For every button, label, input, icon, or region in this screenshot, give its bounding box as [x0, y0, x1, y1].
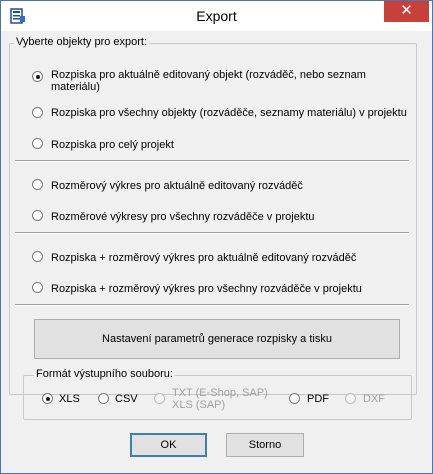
- close-icon: ✕: [400, 2, 413, 19]
- radio-option-combo-current-label[interactable]: Rozpiska + rozměrový výkres pro aktuálně editovaný rozváděč: [51, 252, 357, 264]
- title-bar[interactable]: [1, 1, 432, 31]
- radio-option-all-objects[interactable]: [32, 107, 43, 118]
- radio-option-combo-all[interactable]: [32, 282, 43, 293]
- radio-format-txt-label[interactable]: TXT (E-Shop, SAP) XLS (SAP): [172, 387, 268, 411]
- radio-option-dimension-all[interactable]: [32, 210, 43, 221]
- export-objects-group-label: Vyberte objekty pro export:: [16, 36, 148, 48]
- radio-format-dxf-label[interactable]: DXF: [363, 393, 385, 405]
- radio-option-whole-project-label[interactable]: Rozpiska pro celý projekt: [51, 139, 174, 151]
- cancel-button[interactable]: Storno: [226, 433, 304, 457]
- radio-format-txt[interactable]: [154, 393, 165, 404]
- radio-option-dimension-all-label[interactable]: Rozměrové výkresy pro všechny rozváděče v projektu: [51, 211, 315, 223]
- radio-format-pdf[interactable]: [289, 393, 300, 404]
- radio-option-combo-current[interactable]: [32, 251, 43, 262]
- radio-option-current-object-label[interactable]: Rozpiska pro aktuálně editovaný objekt (rozváděč, nebo seznam materiálu): [51, 69, 366, 93]
- radio-format-dxf[interactable]: [345, 393, 356, 404]
- close-button[interactable]: [384, 1, 429, 22]
- radio-format-pdf-label[interactable]: PDF: [307, 393, 329, 405]
- radio-option-current-object[interactable]: [32, 71, 43, 82]
- radio-format-csv-label[interactable]: CSV: [115, 393, 138, 405]
- radio-option-combo-all-label[interactable]: Rozpiska + rozměrový výkres pro všechny rozváděče v projektu: [51, 283, 362, 295]
- radio-option-all-objects-label[interactable]: Rozpiska pro všechny objekty (rozváděče, seznamy materiálu) v projektu: [51, 107, 407, 119]
- ok-button[interactable]: OK: [130, 433, 207, 457]
- radio-format-xls-label[interactable]: XLS: [59, 393, 80, 405]
- radio-format-csv[interactable]: [98, 393, 109, 404]
- output-format-group-label: Formát výstupního souboru:: [36, 368, 173, 380]
- radio-option-dimension-current[interactable]: [32, 179, 43, 190]
- separator: [15, 304, 409, 306]
- radio-option-dimension-current-label[interactable]: Rozměrový výkres pro aktuálně editovaný rozváděč: [51, 180, 303, 192]
- separator: [15, 232, 409, 234]
- radio-format-xls[interactable]: [42, 393, 53, 404]
- separator: [15, 160, 409, 162]
- window-title: Export: [196, 8, 237, 24]
- radio-option-whole-project[interactable]: [32, 138, 43, 149]
- dialog-body: [1, 31, 432, 473]
- settings-button[interactable]: Nastavení parametrů generace rozpisky a tisku: [34, 319, 400, 359]
